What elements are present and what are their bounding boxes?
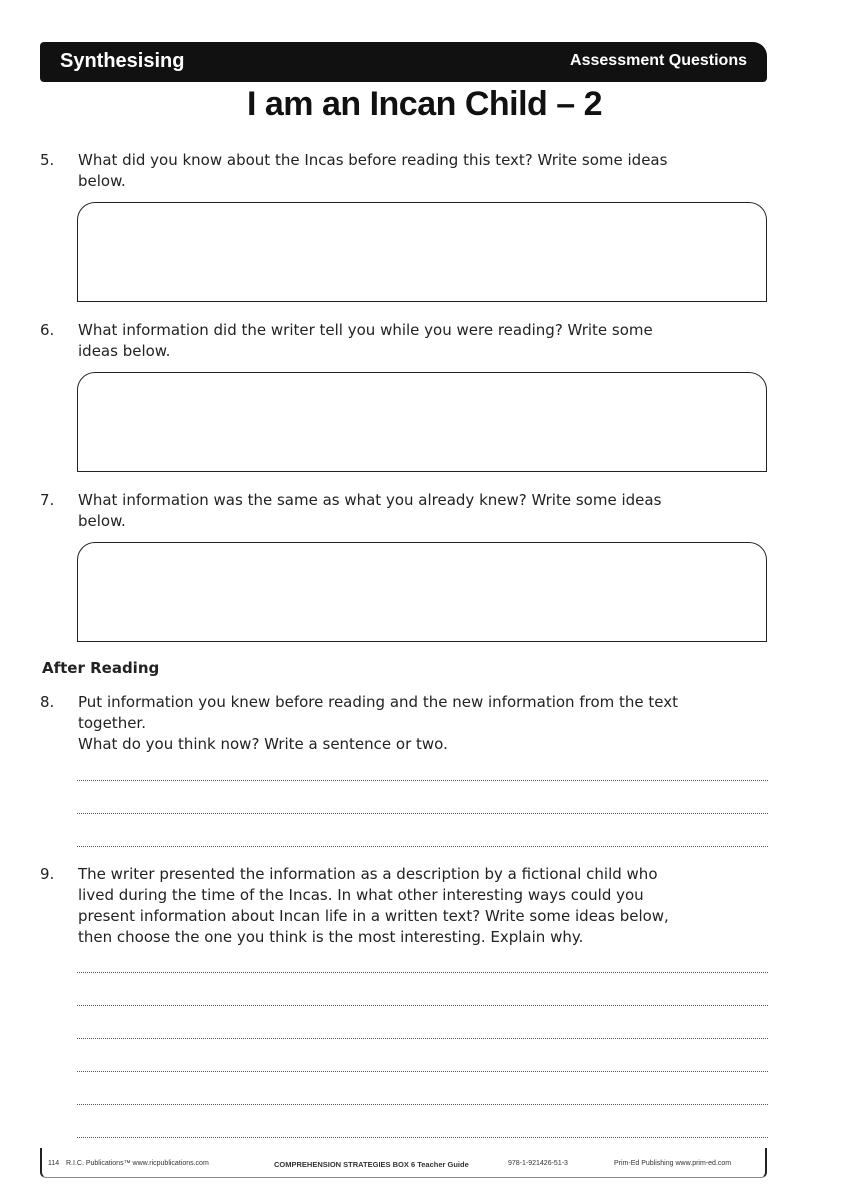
answer-line[interactable] (77, 1137, 768, 1138)
answer-line[interactable] (77, 1005, 768, 1006)
question-8 (40, 692, 760, 755)
question-text-line: together. (78, 714, 146, 732)
answer-box-7[interactable] (77, 542, 767, 642)
question-text-line: What information was the same as what you already knew? Write some ideas (78, 491, 662, 509)
answer-line[interactable] (77, 972, 768, 973)
question-text-line: The writer presented the information as a description by a fictional child who (78, 865, 658, 883)
question-number: 6. (40, 321, 55, 339)
question-text-line: What do you think now? Write a sentence or two. (78, 735, 448, 753)
question-number: 5. (40, 151, 55, 169)
question-number: 7. (40, 491, 55, 509)
answer-box-5[interactable] (77, 202, 767, 302)
publisher-credit: R.I.C. Publications™ www.ricpublications.com (66, 1160, 209, 1167)
page-number: 114 (48, 1160, 60, 1167)
after-reading-heading: After Reading (42, 659, 160, 677)
question-number: 8. (40, 693, 55, 711)
question-text-line: below. (78, 512, 126, 530)
answer-line[interactable] (77, 813, 768, 814)
page-title: I am an Incan Child – 2 (246, 85, 603, 123)
question-number: 9. (40, 865, 55, 883)
isbn: 978-1-921426-51-3 (508, 1160, 568, 1167)
question-text-line: then choose the one you think is the most interesting. Explain why. (78, 928, 584, 946)
answer-line[interactable] (77, 1071, 768, 1072)
question-text-line: What did you know about the Incas before reading this text? Write some ideas (78, 151, 668, 169)
header-banner (40, 42, 767, 82)
answer-line[interactable] (77, 780, 768, 781)
question-text-line: What information did the writer tell you while you were reading? Write some (78, 321, 653, 339)
question-text-line: below. (78, 172, 126, 190)
question-9 (40, 864, 760, 948)
question-7 (40, 490, 760, 532)
section-label: Assessment Questions (570, 52, 747, 69)
answer-box-6[interactable] (77, 372, 767, 472)
question-text-line: Put information you knew before reading and the new information from the text (78, 693, 678, 711)
strand-label: Synthesising (60, 50, 185, 72)
question-5 (40, 150, 760, 192)
question-text-line: ideas below. (78, 342, 171, 360)
page-footer (40, 1148, 767, 1178)
question-text-line: present information about Incan life in a written text? Write some ideas below, (78, 907, 669, 925)
prim-ed-credit: Prim-Ed Publishing www.prim-ed.com (614, 1160, 732, 1167)
answer-line[interactable] (77, 846, 768, 847)
question-text-line: lived during the time of the Incas. In what other interesting ways could you (78, 886, 644, 904)
question-6 (40, 320, 760, 362)
answer-line[interactable] (77, 1038, 768, 1039)
guide-title: COMPREHENSION STRATEGIES BOX 6 Teacher Guide (274, 1160, 469, 1169)
answer-line[interactable] (77, 1104, 768, 1105)
